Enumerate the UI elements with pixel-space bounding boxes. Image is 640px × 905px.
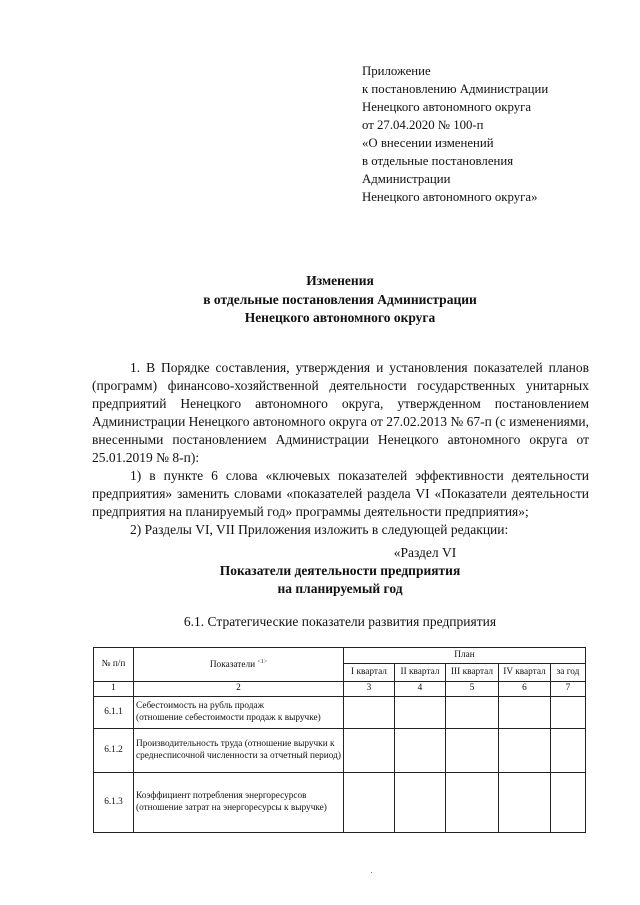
paragraph-2: 1) в пункте 6 слова «ключевых показателей эффективности деятельности предприятия» заменить словами «показателей раздела VI «Показатели деятельности предприятия на планируемый год» программы деятельности предприятия»;: [92, 468, 589, 519]
header-year: за год: [551, 664, 586, 682]
row-num: 6.1.2: [94, 729, 134, 773]
col-number: 1: [94, 682, 134, 697]
title-line: в отдельные постановления Администрации: [203, 291, 477, 307]
row-indicator-name: Коэффициент потребления энергоресурсов: [136, 791, 307, 801]
col-number: 2: [134, 682, 344, 697]
cell-empty: [446, 697, 499, 729]
row-indicator-name: Производительность труда (отношение выручки к среднесписочной численности за отчетный период): [136, 739, 341, 761]
appendix-line: «О внесении изменений: [362, 136, 494, 150]
row-num: 6.1.1: [94, 697, 134, 729]
appendix-line: от 27.04.2020 № 100-п: [362, 118, 484, 132]
cell-empty: [344, 697, 395, 729]
cell-empty: [499, 697, 551, 729]
cell-empty: [344, 773, 395, 833]
document-title: [90, 272, 590, 328]
header-num: № п/п: [94, 648, 134, 682]
section-label: «Раздел VI: [393, 545, 457, 560]
cell-empty: [551, 773, 586, 833]
indicators-table: [93, 647, 586, 833]
appendix-line: к постановлению Администрации: [362, 82, 549, 96]
row-num: 6.1.3: [94, 773, 134, 833]
cell-empty: [551, 697, 586, 729]
appendix-line: Ненецкого автономного округа»: [362, 190, 538, 204]
section-title-line-2: на планируемый год: [277, 581, 403, 596]
title-line: Изменения: [306, 273, 374, 288]
row-indicator-note: (отношение себестоимости продаж к выручке): [136, 712, 321, 723]
header-indicator-label: Показатели: [209, 660, 256, 671]
row-indicator: [134, 773, 344, 833]
col-number: 3: [344, 682, 395, 697]
cell-empty: [446, 773, 499, 833]
paragraph-1: 1. В Порядке составления, утверждения и установления показателей планов (программ) финансово-хозяйственной деятельности государственных унитарных предприятий Ненецкого автономного округа, утвержденном постановлением Администрации Ненецкого автономного округа от 27.02.2013 № 67-п (с изменениями, внесенными постановлением Администрации Ненецкого автономного округа от 25.01.2019 № 8-п):: [92, 360, 590, 465]
cell-empty: [395, 773, 446, 833]
cell-empty: [395, 697, 446, 729]
row-indicator-name: Себестоимость на рубль продаж: [136, 701, 265, 711]
appendix-line: Ненецкого автономного округа: [362, 100, 532, 114]
header-q2: II квартал: [395, 664, 446, 682]
row-indicator: [134, 697, 344, 729]
table-row: [94, 773, 586, 833]
cell-empty: [446, 729, 499, 773]
title-line: Ненецкого автономного округа: [244, 310, 436, 325]
col-number: 6: [499, 682, 551, 697]
table-row: [94, 729, 586, 773]
appendix-line: Приложение: [362, 64, 431, 78]
table-row: [94, 697, 586, 729]
section-title-line-1: Показатели деятельности предприятия: [219, 563, 461, 578]
scan-speck: [371, 872, 372, 873]
section-heading: [90, 544, 590, 598]
cell-empty: [551, 729, 586, 773]
appendix-block: [362, 62, 612, 206]
appendix-line: в отдельные постановления: [362, 154, 514, 168]
body-text: [92, 359, 589, 539]
subsection-title: 6.1. Стратегические показатели развития предприятия: [183, 614, 497, 629]
header-indicator-note: <1>: [257, 659, 268, 666]
cell-empty: [499, 773, 551, 833]
row-indicator: [134, 729, 344, 773]
header-plan: План: [344, 648, 586, 664]
header-indicator: [134, 648, 344, 682]
row-indicator-note: (отношение затрат на энергоресурсы к выручке): [136, 802, 327, 813]
header-q4: IV квартал: [499, 664, 551, 682]
header-q3: III квартал: [446, 664, 499, 682]
cell-empty: [344, 729, 395, 773]
cell-empty: [395, 729, 446, 773]
header-q1: I квартал: [344, 664, 395, 682]
col-number: 5: [446, 682, 499, 697]
paragraph-3: 2) Разделы VI, VII Приложения изложить в следующей редакции:: [130, 522, 509, 537]
cell-empty: [499, 729, 551, 773]
appendix-line: Администрации: [362, 172, 451, 186]
col-number: 7: [551, 682, 586, 697]
col-number: 4: [395, 682, 446, 697]
